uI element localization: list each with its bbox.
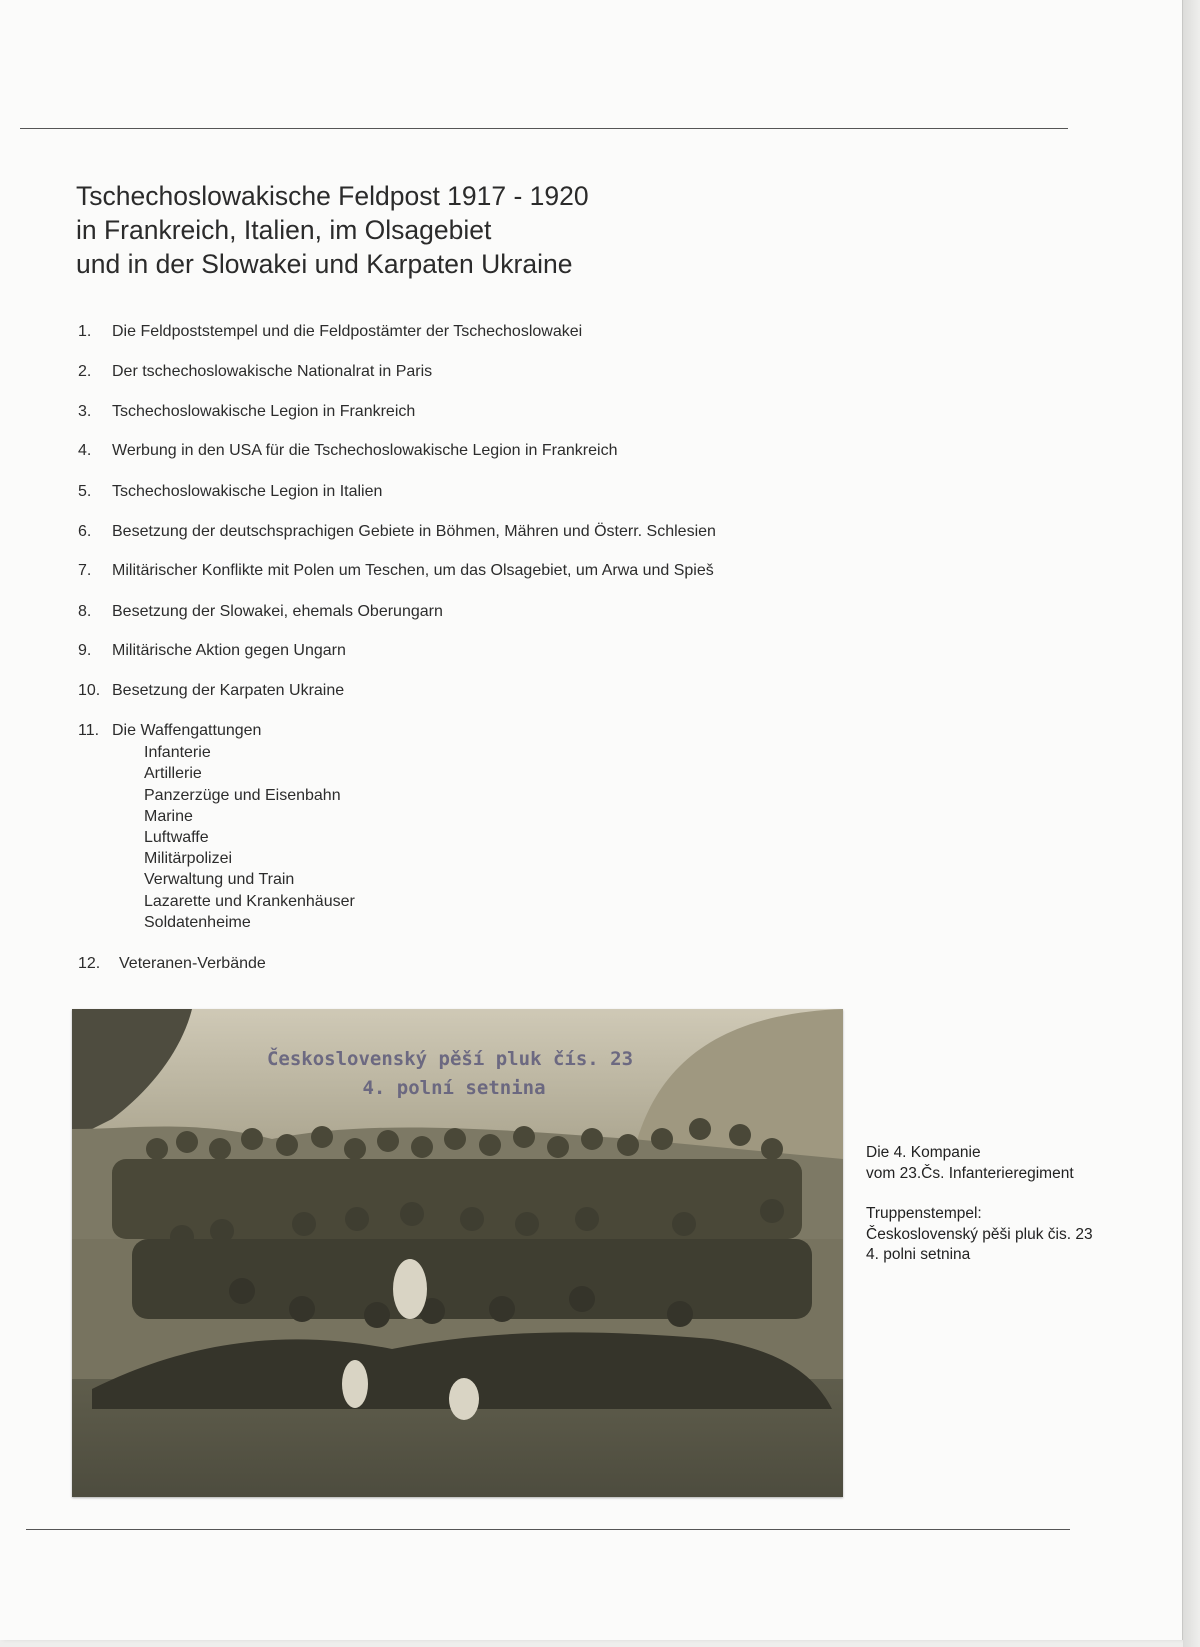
list-item: Panzerzüge und Eisenbahn (144, 787, 341, 804)
list-item: Artillerie (144, 765, 202, 782)
page-title (76, 179, 589, 281)
toc-item (78, 522, 716, 542)
caption-line-5: 4. polni setnina (866, 1246, 971, 1263)
toc-text: Werbung in den USA für die Tschechoslowakische Legion in Frankreich (112, 442, 618, 459)
caption-line-1: Die 4. Kompanie (866, 1144, 981, 1161)
toc-number: 6. (78, 523, 92, 540)
photo-stamp-line-1: Československý pěší pluk čís. 23 (266, 1048, 634, 1070)
caption-line-2: vom 23.Čs. Infanterieregiment (866, 1164, 1074, 1182)
title-line-1: Tschechoslowakische Feldpost 1917 - 1920 (76, 181, 589, 211)
toc-item (78, 322, 582, 342)
toc-number: 2. (78, 363, 92, 380)
toc-item (78, 482, 382, 502)
list-item: Verwaltung und Train (144, 871, 295, 888)
toc-text: Die Feldpoststempel und die Feldpostämter der Tschechoslowakei (112, 323, 583, 340)
toc-text: Besetzung der deutschsprachigen Gebiete in Böhmen, Mähren und Österr. Schlesien (112, 523, 716, 540)
title-line-3: und in der Slowakei und Karpaten Ukraine (76, 249, 573, 279)
toc-item (78, 441, 617, 461)
toc-text: Militärische Aktion gegen Ungarn (112, 642, 346, 659)
toc-text: Besetzung der Slowakei, ehemals Oberungarn (112, 603, 443, 620)
toc-text: Militärischer Konflikte mit Polen um Teschen, um das Olsagebiet, um Arwa und Spieš (112, 562, 714, 579)
toc-number: 5. (78, 483, 92, 500)
caption-line-3: Truppenstempel: (866, 1205, 982, 1222)
toc-number: 1. (78, 323, 92, 340)
photo-caption (866, 1143, 1093, 1286)
list-item: Soldatenheime (144, 914, 251, 931)
toc-item (78, 362, 432, 382)
list-item: Luftwaffe (144, 829, 209, 846)
toc-number: 9. (78, 642, 92, 659)
toc-item (78, 721, 355, 931)
toc-number: 7. (78, 562, 92, 579)
toc-item (78, 561, 714, 581)
page-edge (1183, 0, 1200, 1647)
historic-group-photo (72, 1009, 843, 1497)
toc-number: 3. (78, 403, 92, 420)
toc-number: 8. (78, 603, 92, 620)
photo-illustration (72, 1009, 843, 1497)
list-item: Marine (144, 808, 193, 825)
toc-number: 11. (78, 722, 100, 739)
toc-text: Tschechoslowakische Legion in Italien (112, 483, 383, 500)
toc-item (78, 681, 344, 701)
toc-text: Der tschechoslowakische Nationalrat in Paris (112, 363, 433, 380)
list-item: Lazarette und Krankenhäuser (144, 893, 355, 910)
toc-number: 12. (78, 955, 101, 972)
toc-text: Veteranen-Verbände (119, 955, 266, 972)
toc-item (78, 954, 266, 974)
photo-stamp-line-2: 4. polní setnina (362, 1077, 546, 1099)
toc-text: Besetzung der Karpaten Ukraine (112, 682, 345, 699)
caption-line-4: Československý pěši pluk čis. 23 (866, 1225, 1093, 1243)
toc-text: Die Waffengattungen (112, 722, 262, 739)
toc-item (78, 602, 443, 622)
top-divider (20, 128, 1068, 129)
bottom-divider (26, 1529, 1070, 1530)
list-item: Militärpolizei (144, 850, 233, 867)
list-item: Infanterie (144, 744, 211, 761)
toc-text: Tschechoslowakische Legion in Frankreich (112, 403, 416, 420)
toc-item (78, 402, 415, 422)
toc-number: 4. (78, 442, 92, 459)
toc-number: 10. (78, 682, 101, 699)
toc-item (78, 641, 346, 661)
title-line-2: in Frankreich, Italien, im Olsagebiet (76, 215, 492, 245)
